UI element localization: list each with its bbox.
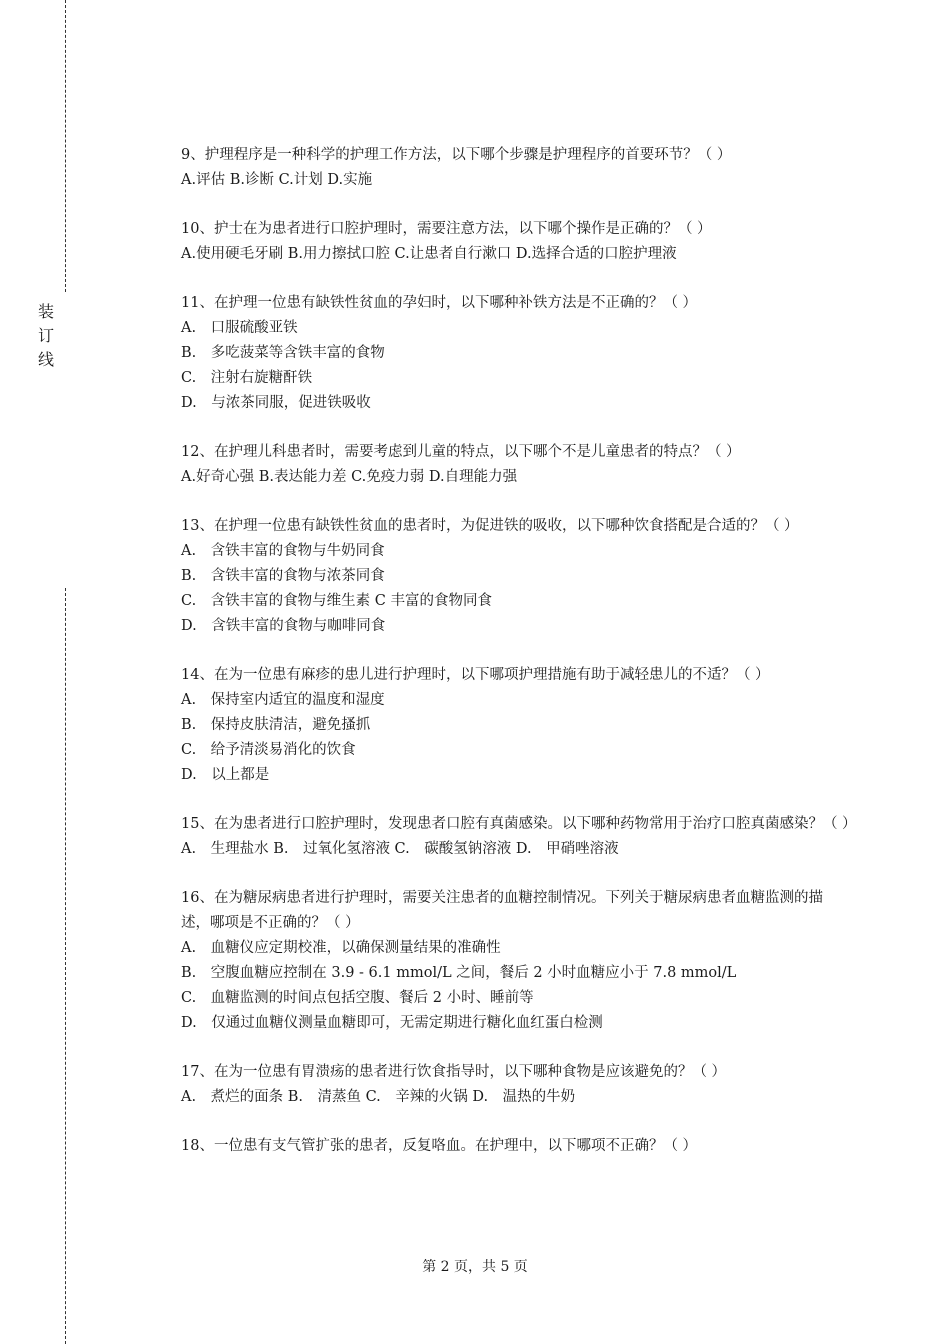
- question-item: [181, 1134, 851, 1159]
- question-stem: 10、护士在为患者进行口腔护理时，需要注意方法，以下哪个操作是正确的？（ ）: [181, 221, 712, 237]
- question-item: [181, 217, 851, 267]
- question-option: C. 注射右旋糖酐铁: [181, 370, 313, 386]
- question-stem: 15、在为患者进行口腔护理时，发现患者口腔有真菌感染。以下哪种药物常用于治疗口腔真菌感染？（ ）: [181, 816, 857, 832]
- question-option: C. 给予清淡易消化的饮食: [181, 742, 356, 758]
- question-stem: 16、在为糖尿病患者进行护理时，需要关注患者的血糖控制情况。下列关于糖尿病患者血糖监测的描述，哪项是不正确的？（ ）: [181, 890, 823, 931]
- question-option: B. 多吃菠菜等含铁丰富的食物: [181, 345, 385, 361]
- question-option: B. 含铁丰富的食物与浓茶同食: [181, 568, 385, 584]
- question-option: D. 仅通过血糖仪测量血糖即可，无需定期进行糖化血红蛋白检测: [181, 1015, 603, 1031]
- question-stem: 11、在护理一位患有缺铁性贫血的孕妇时，以下哪种补铁方法是不正确的？（ ）: [181, 295, 698, 311]
- binding-char: 订: [37, 326, 54, 345]
- question-item: [181, 143, 851, 193]
- question-option: D. 含铁丰富的食物与咖啡同食: [181, 618, 386, 634]
- binding-char: 线: [37, 350, 54, 369]
- question-option: A. 保持室内适宜的温度和湿度: [181, 692, 385, 708]
- question-item: [181, 812, 857, 862]
- question-option: A.好奇心强 B.表达能力差 C.免疫力弱 D.自理能力强: [181, 469, 518, 485]
- question-option: A. 口服硫酸亚铁: [181, 320, 298, 336]
- binding-dashed-line-bottom: [65, 588, 66, 1344]
- question-item: [181, 440, 851, 490]
- question-stem: 9、护理程序是一种科学的护理工作方法，以下哪个步骤是护理程序的首要环节？（ ）: [181, 147, 732, 163]
- question-option: B. 空腹血糖应控制在 3.9 - 6.1 mmol/L 之间，餐后 2 小时血糖应小于 7.8 mmol/L: [181, 965, 737, 981]
- question-option: D. 与浓茶同服，促进铁吸收: [181, 395, 371, 411]
- question-option: A. 血糖仪应定期校准，以确保测量结果的准确性: [181, 940, 501, 956]
- question-option: A.使用硬毛牙刷 B.用力擦拭口腔 C.让患者自行漱口 D.选择合适的口腔护理液: [181, 246, 677, 262]
- question-option: B. 保持皮肤清洁，避免搔抓: [181, 717, 371, 733]
- question-item: [181, 291, 851, 416]
- question-item: [181, 514, 851, 639]
- question-option: C. 含铁丰富的食物与维生素 C 丰富的食物同食: [181, 593, 492, 609]
- question-stem: 13、在护理一位患有缺铁性贫血的患者时，为促进铁的吸收，以下哪种饮食搭配是合适的？（ ）: [181, 518, 799, 534]
- page-footer: 第 2 页，共 5 页: [422, 1259, 528, 1275]
- question-stem: 17、在为一位患有胃溃疡的患者进行饮食指导时，以下哪种食物是应该避免的？（ ）: [181, 1064, 727, 1080]
- question-stem: 14、在为一位患有麻疹的患儿进行护理时，以下哪项护理措施有助于减轻患儿的不适？（ ）: [181, 667, 770, 683]
- question-option: A.评估 B.诊断 C.计划 D.实施: [181, 172, 373, 188]
- binding-char: 装: [37, 302, 54, 321]
- question-item: [181, 663, 851, 788]
- binding-dashed-line-top: [65, 0, 66, 292]
- question-option: A. 含铁丰富的食物与牛奶同食: [181, 543, 385, 559]
- question-option: D. 以上都是: [181, 767, 270, 783]
- question-option: C. 血糖监测的时间点包括空腹、餐后 2 小时、睡前等: [181, 990, 534, 1006]
- question-option: A. 生理盐水 B. 过氧化氢溶液 C. 碳酸氢钠溶液 D. 甲硝唑溶液: [181, 841, 619, 857]
- question-item: [181, 886, 851, 1036]
- question-stem: 12、在护理儿科患者时，需要考虑到儿童的特点，以下哪个不是儿童患者的特点？（ ）: [181, 444, 741, 460]
- question-option: A. 煮烂的面条 B. 清蒸鱼 C. 辛辣的火锅 D. 温热的牛奶: [181, 1089, 576, 1105]
- question-list: [181, 143, 857, 1183]
- question-stem: 18、一位患有支气管扩张的患者，反复咯血。在护理中，以下哪项不正确？（ ）: [181, 1138, 698, 1154]
- question-item: [181, 1060, 851, 1110]
- binding-label: [36, 300, 56, 372]
